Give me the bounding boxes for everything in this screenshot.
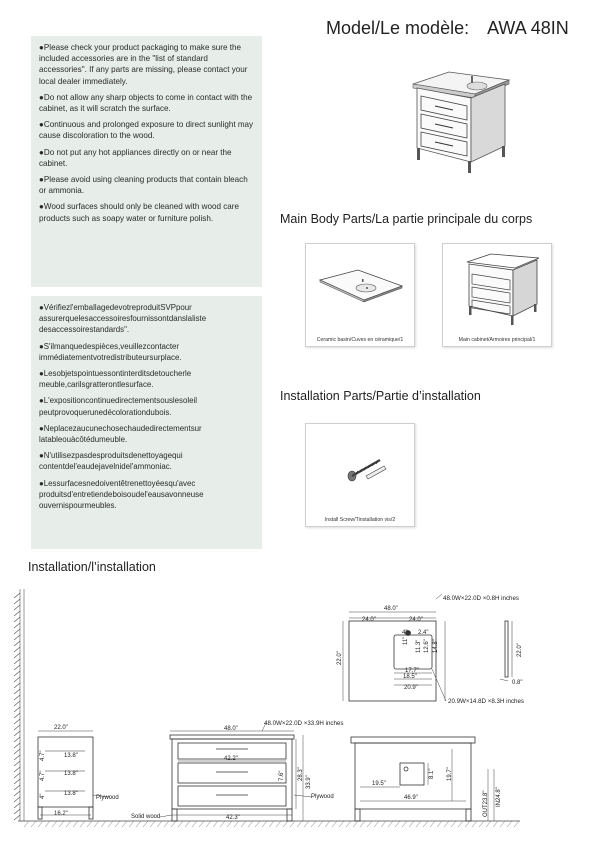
dim-label: 7.6" xyxy=(279,770,285,781)
cabinet-spec: 48.0W×22.0D ×33.9H inches xyxy=(264,720,344,727)
hatch-line xyxy=(486,821,491,827)
hatch-line xyxy=(367,821,372,827)
hatch-line xyxy=(304,821,309,827)
dim-label: 13.8" xyxy=(64,791,78,797)
hatch-line xyxy=(493,821,498,827)
hatch-line xyxy=(108,821,113,827)
hatch-line xyxy=(297,821,302,827)
hatch-line xyxy=(409,821,414,827)
note-item: ●Continuous and prolonged exposure to direct sunlight may cause discoloration to the wood. xyxy=(39,120,254,141)
dim-label: 4" xyxy=(402,630,408,636)
dim-label: 42.3" xyxy=(226,815,240,821)
hatch-line xyxy=(24,821,29,827)
hatch-line xyxy=(192,821,197,827)
dim-label: 18.5" xyxy=(403,674,417,680)
hatch-line xyxy=(353,821,358,827)
hatch-line xyxy=(73,821,78,827)
dim-label: 22.0" xyxy=(337,651,343,665)
hatch-line xyxy=(14,659,20,664)
hatch-line xyxy=(213,821,218,827)
hatch-line xyxy=(507,821,512,827)
hatch-line xyxy=(150,821,155,827)
hatch-line xyxy=(14,779,20,784)
hatch-line xyxy=(14,641,20,646)
dim-label: 13.8" xyxy=(64,771,78,777)
hatch-line xyxy=(14,611,20,616)
note-item: ●Please check your product packaging to make sure the included accessories are in the "list of standard accessories". If any parts are missing, please contact your local dealer immediately. xyxy=(39,43,248,86)
part-caption: Install Screw/Tinstallation vis/2 xyxy=(324,517,396,523)
hatch-line xyxy=(115,821,120,827)
hatch-line xyxy=(339,821,344,827)
wall-hatch xyxy=(14,589,24,821)
part-install-screw xyxy=(305,423,415,527)
hatch-line xyxy=(234,821,239,827)
dim-label: 11.3" xyxy=(416,639,422,653)
dim-label: 42.2" xyxy=(224,756,238,762)
hatch-line xyxy=(14,617,20,622)
hatch-line xyxy=(14,677,20,682)
note-item: ●N'utilisezpasdesproduitsdenettoyagequi contentdel'eaudejavelnidel'ammoniac. xyxy=(39,451,183,472)
note-item: ●Do not allow any sharp objects to come in contact with the cabinet, as it will scratch the surface. xyxy=(39,92,253,114)
hatch-line xyxy=(14,653,20,658)
dim-label: 22.0" xyxy=(517,643,523,657)
hatch-line xyxy=(14,665,20,670)
hatch-line xyxy=(14,791,20,796)
dim-label: 19.7" xyxy=(447,767,453,781)
hatch-line xyxy=(444,821,449,827)
hatch-line xyxy=(402,821,407,827)
hatch-line xyxy=(395,821,400,827)
hatch-line xyxy=(14,767,20,772)
dim-label: 33.9" xyxy=(306,775,312,789)
note-item: ●Wood surfaces should only be cleaned with wood care products such as soapy water or furniture polish. xyxy=(39,202,240,223)
hatch-line xyxy=(346,821,351,827)
hatch-line xyxy=(14,797,20,802)
hatch-line xyxy=(374,821,379,827)
hatch-line xyxy=(101,821,106,827)
hatch-line xyxy=(276,821,281,827)
dim-label: 4.7" xyxy=(40,770,46,781)
part-caption: Ceramic basin/Cuves en céramique/1 xyxy=(316,337,404,343)
dim-label: 11" xyxy=(403,636,409,645)
dim-label: 0.8" xyxy=(512,680,523,686)
hatch-line xyxy=(206,821,211,827)
hatch-line xyxy=(248,821,253,827)
hatch-line xyxy=(66,821,71,827)
dim-label: 4.7" xyxy=(40,750,46,761)
main-cabinet-icon xyxy=(443,244,551,334)
hatch-line xyxy=(122,821,127,827)
countertop-side-view xyxy=(505,621,512,677)
hatch-line xyxy=(227,821,232,827)
cabinet-back-view xyxy=(351,737,475,821)
hatch-line xyxy=(94,821,99,827)
hatch-line xyxy=(185,821,190,827)
hatch-line xyxy=(472,821,477,827)
material-label: Plywood xyxy=(311,794,334,800)
dim-label: 14.8" xyxy=(433,639,439,653)
hatch-line xyxy=(14,803,20,808)
dim-label: 2.4" xyxy=(418,630,429,636)
hatch-line xyxy=(381,821,386,827)
hatch-line xyxy=(14,731,20,736)
hatch-line xyxy=(451,821,456,827)
screw-icon xyxy=(306,424,414,514)
hatch-line xyxy=(45,821,50,827)
dim-label: 48.0" xyxy=(384,606,398,612)
cabinet-side-view xyxy=(38,737,93,819)
hatch-line xyxy=(14,749,20,754)
hatch-line xyxy=(318,821,323,827)
dim-label: 24.0" xyxy=(409,617,423,623)
installation-dimension-drawing xyxy=(0,585,595,841)
care-notes-french xyxy=(31,296,262,549)
hatch-line xyxy=(14,695,20,700)
hatch-line xyxy=(14,605,20,610)
hatch-line xyxy=(437,821,442,827)
hatch-line xyxy=(388,821,393,827)
hatch-line xyxy=(423,821,428,827)
dim-label: OUT23.8" xyxy=(483,790,489,817)
hatch-line xyxy=(14,737,20,742)
hatch-line xyxy=(14,701,20,706)
hatch-line xyxy=(416,821,421,827)
hatch-line xyxy=(290,821,295,827)
ceramic-basin-icon xyxy=(306,244,414,334)
vanity-product-image xyxy=(405,64,515,176)
hatch-line xyxy=(59,821,64,827)
note-item: ●Please avoid using cleaning products that contain bleach or ammonia. xyxy=(39,175,248,196)
hatch-line xyxy=(283,821,288,827)
dim-label: 8.1" xyxy=(429,768,435,779)
hatch-line xyxy=(14,815,20,820)
hatch-line xyxy=(31,821,36,827)
hatch-line xyxy=(52,821,57,827)
hatch-line xyxy=(143,821,148,827)
hatch-line xyxy=(325,821,330,827)
section-installation: Installation/l’installation xyxy=(28,560,156,574)
hatch-line xyxy=(38,821,43,827)
hatch-line xyxy=(458,821,463,827)
hatch-line xyxy=(14,623,20,628)
note-item: ●Do not put any hot appliances directly on or near the cabinet. xyxy=(39,147,232,168)
note-item: ●L'expositioncontinuedirectementsouslesoleil peutprovoquerunedécolorationdubois. xyxy=(39,396,198,417)
dim-label: 28.3" xyxy=(298,767,304,781)
dim-label: 48.0" xyxy=(224,726,238,732)
hatch-line xyxy=(14,725,20,730)
model-code: AWA 48IN xyxy=(487,18,569,38)
hatch-line xyxy=(514,821,519,827)
hatch-line xyxy=(360,821,365,827)
material-label: Solid wood xyxy=(131,814,161,820)
hatch-line xyxy=(87,821,92,827)
dim-label: 46.9" xyxy=(404,795,418,801)
hatch-line xyxy=(164,821,169,827)
hatch-line xyxy=(220,821,225,827)
dim-label: 12.6" xyxy=(424,639,430,653)
hatch-line xyxy=(14,773,20,778)
hatch-line xyxy=(241,821,246,827)
dim-label: 22.0" xyxy=(54,725,68,731)
hatch-line xyxy=(14,599,20,604)
hatch-line xyxy=(500,821,505,827)
hatch-line xyxy=(14,689,20,694)
section-main-body-parts: Main Body Parts/La partie principale du corps xyxy=(280,212,533,226)
hatch-line xyxy=(14,671,20,676)
hatch-line xyxy=(14,761,20,766)
dim-label: 13.8" xyxy=(64,753,78,759)
countertop-spec: 48.0W×22.0D ×0.8H inches xyxy=(443,595,520,602)
part-main-cabinet xyxy=(442,243,552,347)
hatch-line xyxy=(332,821,337,827)
cabinet-front-view xyxy=(170,735,294,821)
dim-label: 20.9" xyxy=(404,685,418,691)
hatch-line xyxy=(14,593,20,598)
model-title: Model/Le modèle: AWA 48IN xyxy=(326,18,569,38)
hatch-line xyxy=(171,821,176,827)
hatch-line xyxy=(14,785,20,790)
hatch-line xyxy=(430,821,435,827)
hatch-line xyxy=(14,719,20,724)
dim-label: 19.5" xyxy=(372,781,386,787)
hatch-line xyxy=(255,821,260,827)
note-item: ●Lesobjetspointuessontinterditsdetoucherle meuble,carilsgratterontlesurface. xyxy=(39,369,192,390)
hatch-line xyxy=(269,821,274,827)
hatch-line xyxy=(14,755,20,760)
hatch-line xyxy=(136,821,141,827)
dim-label: IN24.8" xyxy=(496,787,502,807)
note-item: ●Lessurfacesnedoiventêtrenettoyéesqu'avec produitsd'entretiendeboisoudel'eausavonneuse ouvernispourmeubles. xyxy=(39,478,204,511)
part-ceramic-basin xyxy=(305,243,415,347)
hatch-line xyxy=(129,821,134,827)
part-caption: Main cabinet/Armoires principal/1 xyxy=(458,337,536,343)
hatch-line xyxy=(14,629,20,634)
care-notes-english xyxy=(31,36,262,287)
hatch-line xyxy=(14,635,20,640)
hatch-line xyxy=(80,821,85,827)
hatch-line xyxy=(14,683,20,688)
hatch-line xyxy=(479,821,484,827)
hatch-line xyxy=(14,707,20,712)
hatch-line xyxy=(465,821,470,827)
hatch-line xyxy=(311,821,316,827)
hatch-line xyxy=(14,647,20,652)
material-label: Plywood xyxy=(96,795,119,801)
note-item: ●Vérifiezl'emballagedevotreproduitSVPpour assurerquelesaccessoiresfournissontdanslaliste desaccessoirestandards". xyxy=(39,303,207,335)
dim-label: 16.2" xyxy=(54,811,68,817)
hatch-line xyxy=(14,743,20,748)
section-installation-parts: Installation Parts/Partie d’installation xyxy=(280,389,481,403)
hatch-line xyxy=(262,821,267,827)
hatch-line xyxy=(14,713,20,718)
note-item: ●S'ilmanquedespièces,veuillezcontacter immédiatementvotredistributeursurplace. xyxy=(39,341,182,362)
dim-label: 4" xyxy=(40,793,46,799)
hatch-line xyxy=(14,809,20,814)
basin-spec: 20.9W×14.8D ×8.3H inches xyxy=(448,698,525,705)
dim-label: 17.7" xyxy=(405,668,419,674)
note-item: ●Neplacezaucunechosechaudedirectementsur latableouàcôtédumeuble. xyxy=(39,423,202,445)
dim-label: 24.0" xyxy=(362,617,376,623)
hatch-line xyxy=(178,821,183,827)
hatch-line xyxy=(157,821,162,827)
hatch-line xyxy=(199,821,204,827)
